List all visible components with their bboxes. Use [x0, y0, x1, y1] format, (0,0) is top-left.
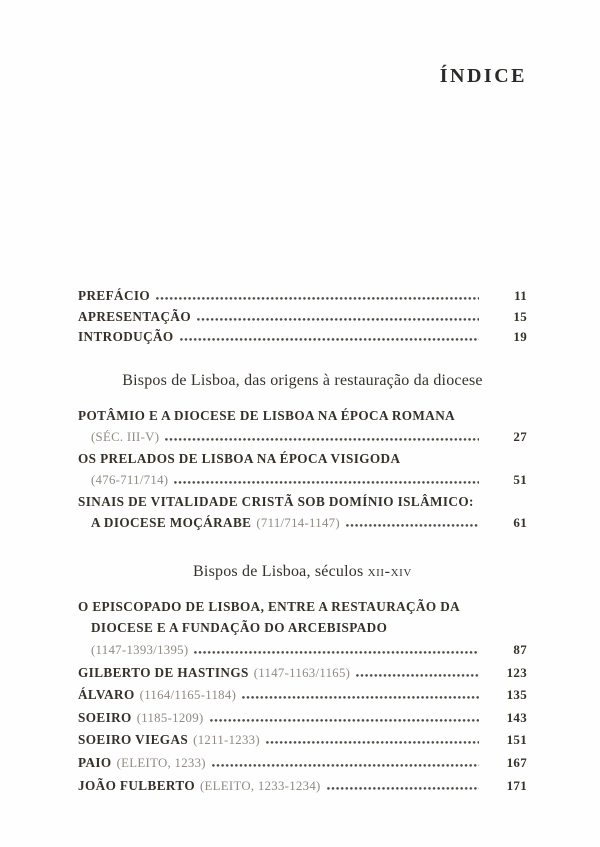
entry-dates: (1147-1163/1165) [253, 665, 351, 680]
entry-dates: (1185-1209) [136, 710, 204, 725]
entry-dates: (SÉC. III-V) [91, 429, 160, 444]
entry-dates: (ELEITO, 1233) [116, 755, 206, 770]
toc-entry-soeiro [78, 707, 527, 730]
dot-leader [346, 514, 481, 527]
entry-title: JOÃO FULBERTO [78, 777, 195, 793]
toc-entry-prelados-line1 [78, 448, 527, 469]
entry-title: SOEIRO VIEGAS [78, 732, 189, 748]
toc-entry-episcopado-line3 [78, 639, 527, 662]
entry-title: SOEIRO [78, 709, 132, 725]
toc-entry-episcopado-line2 [78, 617, 527, 639]
entry-title-continued: DIOCESE E A FUNDAÇÃO DO ARCEBISPADO [91, 620, 388, 636]
toc-entry-gilberto [78, 662, 527, 685]
entry-dates: (ELEITO, 1233-1234) [199, 778, 321, 793]
dot-leader [266, 731, 481, 744]
entry-title: POTÂMIO E A DIOCESE DE LISBOA NA ÉPOCA ROMANA [78, 407, 456, 423]
entry-title: INTRODUÇÃO [78, 329, 174, 345]
dot-leader [156, 287, 481, 300]
section-heading-centuries [78, 561, 527, 583]
section-heading-roman-numerals: xii-xiv [367, 562, 412, 580]
entry-page-number: 135 [506, 687, 527, 703]
section-heading-text: Bispos de Lisboa, séculos [193, 562, 368, 580]
entry-page-number: 87 [513, 641, 527, 657]
entry-page-number: 143 [506, 709, 527, 725]
dot-leader [210, 709, 482, 722]
entry-page-number: 15 [513, 308, 527, 324]
dot-leader [212, 754, 481, 767]
toc-entry-introducao [78, 327, 527, 348]
entry-dates: (476-711/714) [91, 472, 169, 487]
toc-entry-potamio-line2 [78, 426, 527, 448]
toc-entry-prelados-line2 [78, 469, 527, 491]
dot-leader [180, 328, 481, 341]
dot-leader [327, 776, 481, 789]
entry-page-number: 167 [506, 754, 527, 770]
section-heading-origins: Bispos de Lisboa, das origens à restauração da diocese [122, 371, 483, 389]
toc-entry-episcopado-line1 [78, 596, 527, 618]
entry-dates: (1211-1233) [193, 733, 260, 748]
toc-entry-soeiro-viegas [78, 729, 527, 752]
entry-dates: (711/714-1147) [256, 515, 340, 530]
toc-entry-potamio-line1 [78, 405, 527, 426]
entry-page-number: 151 [506, 732, 527, 748]
entry-title: O EPISCOPADO DE LISBOA, ENTRE A RESTAURAÇÃO DA [78, 598, 461, 614]
toc-entry-sinais-line2 [78, 512, 527, 534]
front-matter-list [78, 286, 527, 348]
entry-page-number: 51 [513, 471, 527, 487]
entry-title: ÁLVARO [78, 687, 135, 703]
toc-entry-sinais-line1 [78, 491, 527, 512]
entry-title: PAIO [78, 754, 112, 770]
toc-section-origins [78, 405, 527, 534]
toc-entry-joao-fulberto [78, 775, 527, 798]
dot-leader [174, 471, 481, 484]
dot-leader [356, 663, 481, 676]
toc-entry-paio [78, 752, 527, 775]
entry-dates: (1147-1393/1395) [91, 642, 189, 657]
entry-title: SINAIS DE VITALIDADE CRISTÃ SOB DOMÍNIO ISLÂMICO: [78, 493, 474, 509]
page-title: ÍNDICE [439, 65, 527, 87]
dot-leader [165, 428, 481, 441]
entry-page-number: 27 [513, 428, 527, 444]
entry-dates: (1164/1165-1184) [139, 688, 237, 703]
toc-entry-apresentacao [78, 307, 527, 328]
entry-title: GILBERTO DE HASTINGS [78, 664, 249, 680]
toc-section-centuries [78, 596, 527, 797]
entry-page-number: 123 [506, 664, 527, 680]
entry-page-number: 61 [513, 514, 527, 530]
dot-leader [242, 686, 481, 699]
dot-leader [197, 307, 481, 320]
entry-page-number: 19 [513, 329, 527, 345]
toc-entry-prefacio [78, 286, 527, 307]
entry-page-number: 171 [506, 777, 527, 793]
entry-title: APRESENTAÇÃO [78, 308, 191, 324]
dot-leader [194, 641, 481, 654]
entry-page-number: 11 [514, 288, 527, 303]
entry-title: PREFÁCIO [78, 288, 151, 303]
entry-title-continued: A DIOCESE MOÇÁRABE [91, 514, 252, 530]
entry-title: OS PRELADOS DE LISBOA NA ÉPOCA VISIGODA [78, 450, 401, 466]
toc-entry-alvaro [78, 684, 527, 707]
